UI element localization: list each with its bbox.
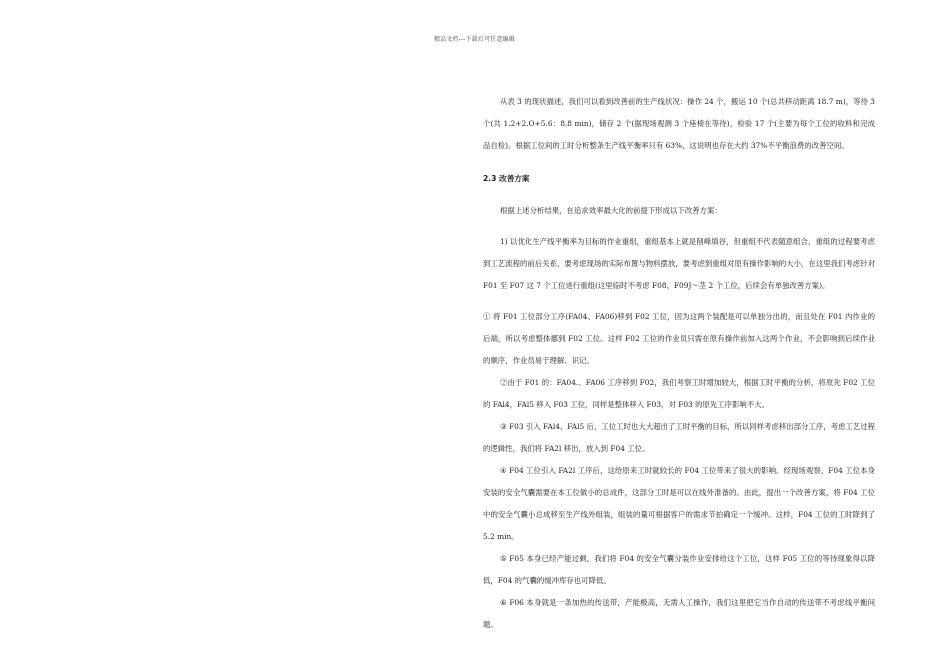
- paragraph-step-2: ②由于 F01 的：FA04.、FA06 工序移到 F02，我们考察工时增加较大，根据工时平衡的分析，将原先 F02 工位的 FAl4，FAl5 移入 F03 工位，同样是整体移入 F03，对 F03 的原先工序影响不大。: [483, 378, 875, 409]
- spacer: [483, 222, 875, 231]
- paragraph-step-1: ① 将 F01 工位部分工序(FA04、FA06)移到 F02 工位，因为这两个装配是可以单独分出的，而且处在 F01 内作业的后端，所以考虑整体挪到 F02 工位。这样 F02 工位的作业员只需在原有操作前加入这两个作业，不会影响到后续作业的顺序，作业员易于理解、识记。: [483, 312, 875, 365]
- spacer: [483, 297, 875, 306]
- page-header: 精品文档---下载后可任意编辑: [434, 36, 516, 43]
- paragraph-step-4: ④ F04 工位引入 FA2l 工序后，这给原来工时就较长的 F04 工位带来了很大的影响。经现场观察，F04 工位本身安装的安全气囊需要在本工位做小的总成件，这部分工时是可以在线外准备的。由此，提出一个改善方案，将 F04 工位中的安全气囊小总成移至生产线外组装，组装的量可根据客户的需求节拍确定一个缓冲。这样，F04 工位的工时降到了 5.2 min。: [483, 466, 875, 541]
- paragraph-step-5: ⑤ F05 本身已经产能过剩，我们将 F04 的安全气囊分装作业安排给这个工位，这样 F05 工位的等待现象得以降低，F04 的气囊的缓冲库存也可降低。: [483, 554, 875, 585]
- paragraph-step-3: ③ F03 引入 FAl4、FAl5 后，工位工时也大大超出了工时平衡的目标，所以同样考虑移出部分工序，考虑工艺过程的逻辑性，我们将 FA2l 移出，放入到 F04 工位。: [483, 422, 875, 453]
- paragraph-rebalance-goal: 1) 以优化生产线平衡率为目标的作业重组，重组基本上就是削峰填谷，但重组不代表随意组合，重组的过程要考虑到工艺流程的前后关系，要考虑现场的实际布置与物料摆放，要考虑到重组对原有操作影响的大小，在这里我们考虑针对 F01 至 F07 这 7 个工位进行重组(这里临时不考虑 F08、F09J～茎 2 个工位，后续会有单独改善方案)。: [483, 237, 875, 290]
- section-heading: 2.3 改善方案: [483, 174, 530, 183]
- paragraph-status-summary: 从表 3 的现状描述，我们可以看到改善前的生产线状况：操作 24 个，搬运 10 个(总共移动距离 18.7 m)，等待 3 个(共 1.2+2.O+5.6：8.8 min)，储存 2 个(据现场观测 3 个座椅在等待)，检验 17 个(主要为每个工位的收料和完成品自检)。根据工位间的工时分析整条生产线平衡率只有 63%，这说明也存在大约 37%不平衡浪费的改善空间。: [483, 97, 875, 150]
- document-body: [483, 91, 875, 636]
- paragraph-intro: 根据上述分析结果，在追求效率最大化的前提下形成以下改善方案：: [500, 206, 722, 215]
- paragraph-step-6: ⑥ F06 本身就是一条加热的传送带，产能极高，无需人工操作，我们这里把它当作自动的传送带不考虑线平衡问题。: [483, 598, 875, 629]
